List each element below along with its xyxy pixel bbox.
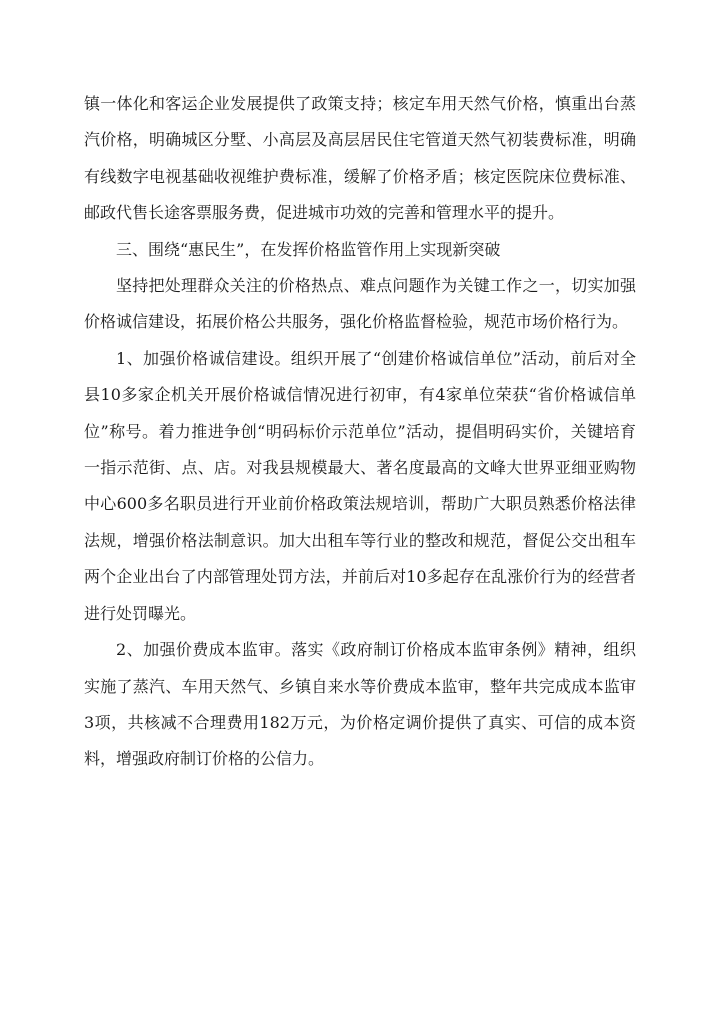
paragraph-continuation: 镇一体化和客运企业发展提供了政策支持；核定车用天然气价格，慎重出台蒸汽价格，明确城区分墅、小高层及高层居民住宅管道天然气初装费标准，明确有线数字电视基础收视维护费标准，缓解了价格矛盾；核定医院床位费标准、邮政代售长途客票服务费，促进城市功效的完善和管理水平的提升。: [84, 94, 636, 223]
section-heading: 三、围绕“惠民生”，在发挥价格监管作用上实现新突破: [116, 239, 501, 259]
paragraph-intro: 坚持把处理群众关注的价格热点、难点问题作为关键工作之一，切实加强价格诚信建设，拓展价格公共服务，强化价格监督检验，规范市场价格行为。: [84, 276, 636, 332]
document-page: [84, 86, 636, 778]
paragraph-item-2: 2、加强价费成本监审。落实《政府制订价格成本监审条例》精神，组织实施了蒸汽、车用天然气、乡镇自来水等价费成本监审，整年共完成成本监审3项，共核减不合理费用182万元，为价格定调价提供了真实、可信的成本资料，增强政府制订价格的公信力。: [84, 640, 636, 769]
paragraph-item-1: 1、加强价格诚信建设。组织开展了“创建价格诚信单位”活动，前后对全县10多家企机关开展价格诚信情况进行初审，有4家单位荣获“省价格诚信单位”称号。着力推进争创“明码标价示范单位”活动，提倡明码实价，关键培育一指示范街、点、店。对我县规模最大、著名度最高的文峰大世界亚细亚购物中心600多名职员进行开业前价格政策法规培训，帮助广大职员熟悉价格法律法规，增强价格法制意识。加大出租车等行业的整改和规范，督促公交出租车两个企业出台了内部管理处罚方法，并前后对10多起存在乱涨价行为的经营者进行处罚曝光。: [84, 348, 636, 623]
